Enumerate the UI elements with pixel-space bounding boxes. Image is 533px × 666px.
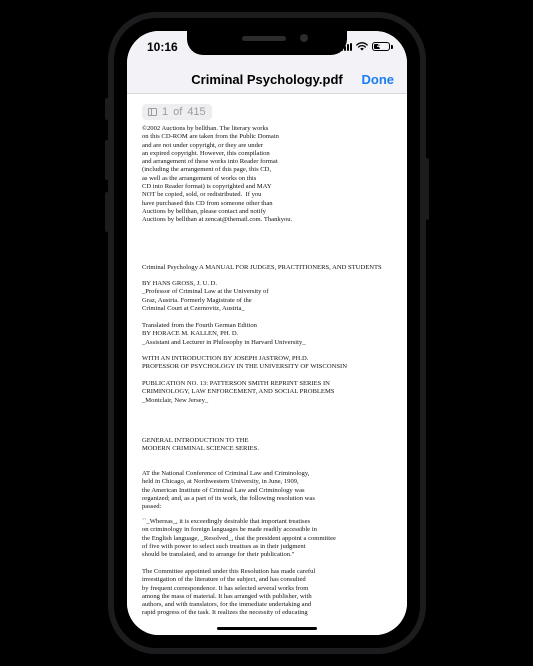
front-camera — [300, 34, 308, 42]
speaker-grille — [242, 36, 286, 41]
wifi-icon — [356, 42, 368, 51]
cellular-signal-icon — [341, 43, 352, 51]
navigation-bar — [127, 67, 407, 94]
battery-tip — [391, 45, 393, 49]
done-button[interactable]: Done — [361, 72, 394, 87]
battery-percent: 45 — [377, 43, 385, 50]
status-icons — [341, 42, 393, 51]
status-time: 10:16 — [147, 40, 178, 54]
battery-icon — [372, 42, 390, 51]
book-title: Criminal Psychology A MANUAL FOR JUDGES, PRACTITIONERS, AND STUDENTS — [142, 264, 382, 271]
status-bar — [127, 31, 407, 67]
volume-down-button — [105, 192, 109, 232]
paragraph: The Committee appointed under this Resolution has made careful investigation of the literature of the subject, and has consulted by frequent correspondence. It has selected several works from among the mass of material. It has arranged with publisher, with authors, and with translators, for the immediate undertaking and rapid progress of the task. It realizes the necessity of educating — [142, 568, 316, 617]
dynamic-notch — [187, 31, 347, 55]
sidebar-toggle-icon — [148, 108, 157, 116]
page-indicator[interactable] — [142, 104, 212, 120]
volume-up-button — [105, 140, 109, 180]
document-title: Criminal Psychology.pdf — [191, 72, 343, 87]
home-indicator[interactable] — [217, 627, 317, 630]
section-heading: GENERAL INTRODUCTION TO THE MODERN CRIMINAL SCIENCE SERIES. — [142, 437, 259, 453]
paragraph: ``_Whereas_, it is exceedingly desirable that important treatises on criminology in foreign languages be made readily accessible in the English language, _Resolved_, that the president appoint a committee of five with power to select such treatises as in their judgment should be translated, and to arrange for their publication." — [142, 518, 336, 559]
pdf-page-view[interactable] — [127, 94, 407, 635]
silent-switch — [105, 98, 109, 120]
introduction-block: WITH AN INTRODUCTION BY JOSEPH JASTROW, PH.D. PROFESSOR OF PSYCHOLOGY IN THE UNIVERSITY OF WISCONSIN — [142, 355, 347, 371]
screen — [127, 31, 407, 635]
page-total: 415 — [187, 106, 206, 118]
publication-block: PUBLICATION NO. 13: PATTERSON SMITH REPRINT SERIES IN CRIMINOLOGY, LAW ENFORCEMENT, AND SOCIAL PROBLEMS _Montclair, New Jersey_ — [142, 380, 335, 404]
page-separator: of — [173, 106, 183, 118]
paragraph: AT the National Conference of Criminal Law and Criminology, held in Chicago, at Northwestern University, in June, 1909, the American Institute of Criminal Law and Criminology was organized; and, as a part of its work, the following resolution was passed: — [142, 470, 315, 511]
page-current: 1 — [162, 106, 169, 118]
author-block: BY HANS GROSS, J. U. D. _Professor of Criminal Law at the University of Graz, Austria. Formerly Magistrate of the Criminal Court at Czernovitz, Austria_ — [142, 280, 269, 312]
translator-block: Translated from the Fourth German Edition BY HORACE M. KALLEN, PH. D. _Assistant and Lecturer in Philosophy in Harvard University_ — [142, 322, 306, 346]
copyright-notice: ©2002 Auctions by bellthan. The literary works on this CD-ROM are taken from the Public Domain and are not under copyright, or they are under an expired copyright. However, this compilation and arrangement of these works into Reader format (including the arrangement of this page, this CD, as well as the arrangement of works on this CD into Reader format) is copyrighted and MAY NOT be copied, sold, or redistributed. If you have purchased this CD from someone other than Auctions by bellthan, please contact and notify Auctions by bellthan at zencat@themail.com. Thankyou. — [142, 125, 293, 224]
power-button — [425, 158, 429, 220]
